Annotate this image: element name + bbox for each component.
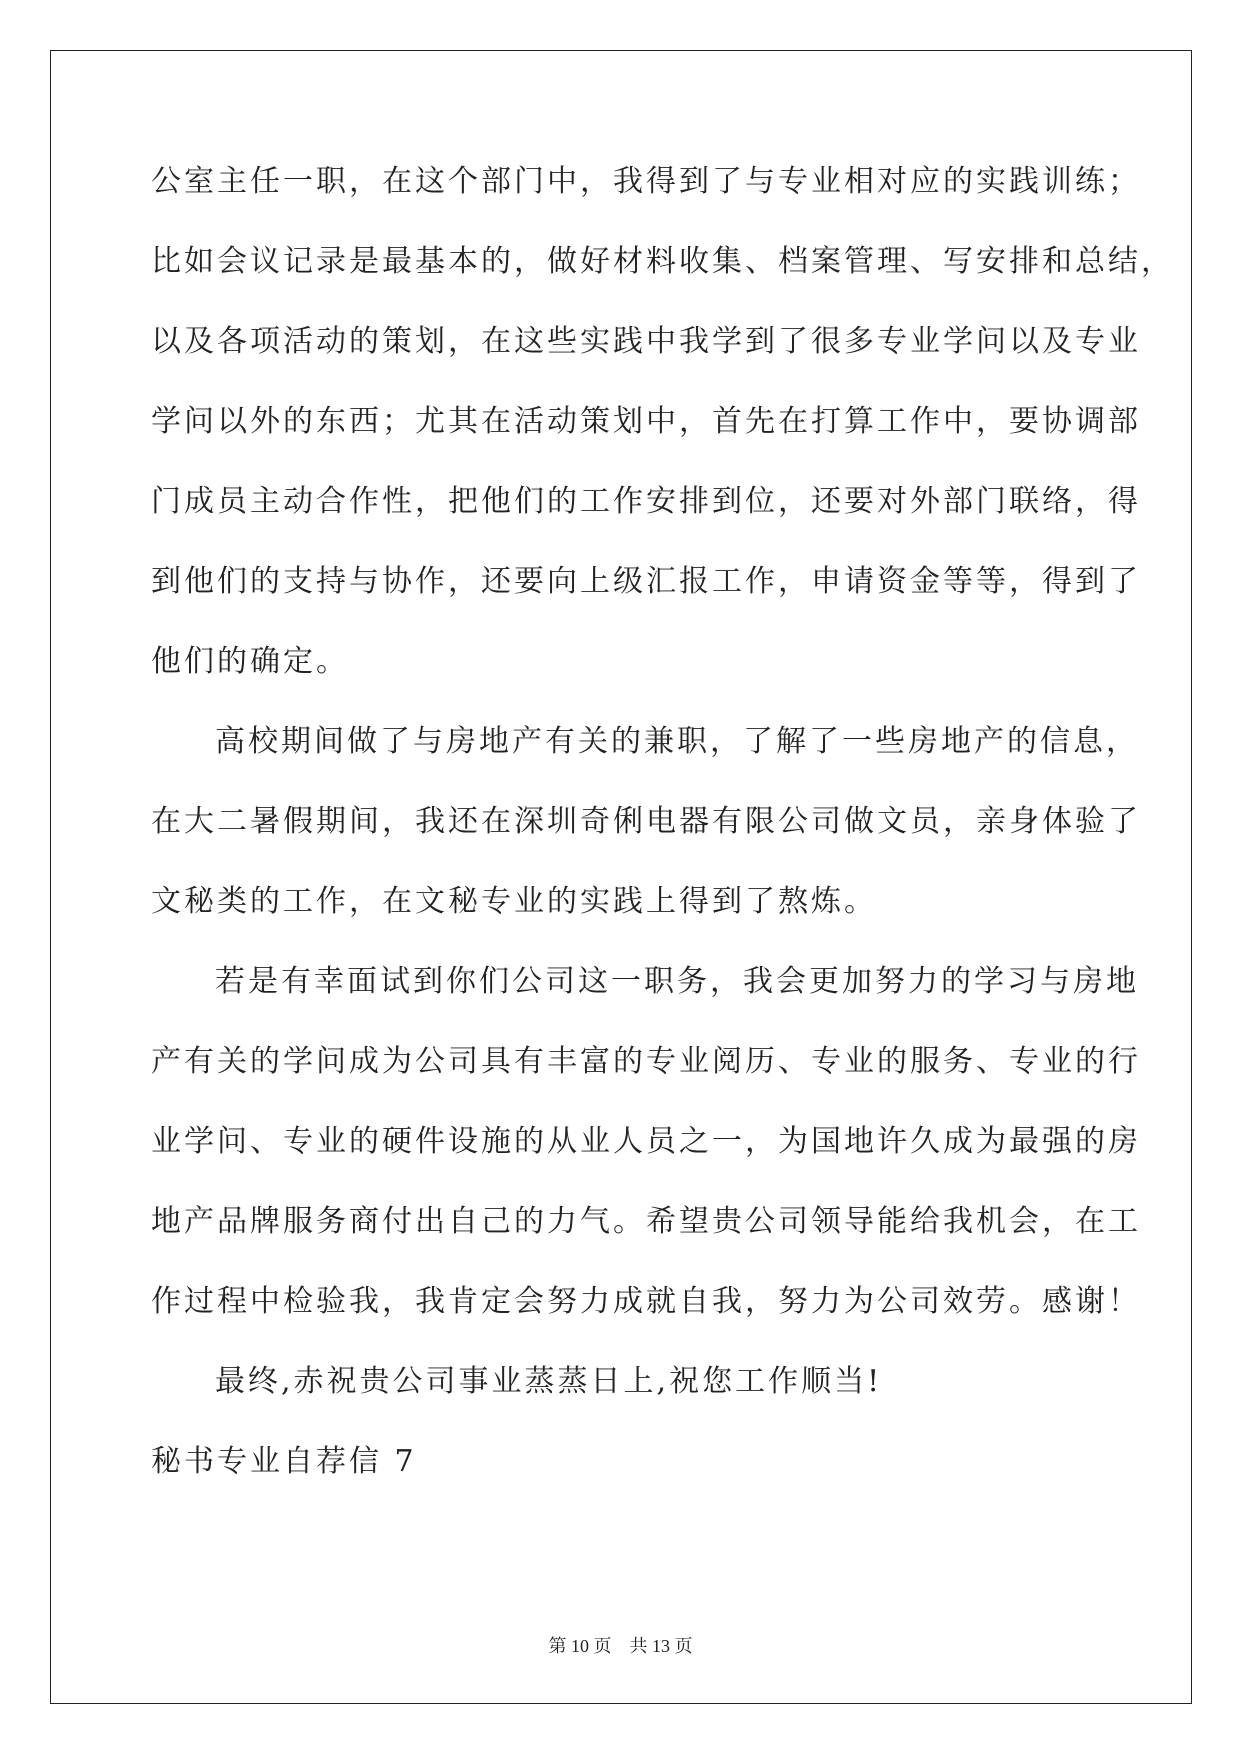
text-line: 比如会议记录是最基本的，做好材料收集、档案管理、写安排和总结， [151,244,1174,279]
page-number-footer: 第 10 页 共 13 页 [548,1636,693,1656]
text-line: 文秘类的工作，在文秘专业的实践上得到了熬炼。 [151,884,877,919]
text-line: 他们的确定。 [151,644,349,679]
paragraph-start-line: 高校期间做了与房地产有关的兼职，了解了一些房地产的信息， [215,724,1139,759]
text-line: 业学问、专业的硬件设施的从业人员之一，为国地许久成为最强的房 [151,1124,1141,1159]
text-line: 公室主任一职，在这个部门中，我得到了与专业相对应的实践训练； [151,164,1141,199]
text-line: 产有关的学问成为公司具有丰富的专业阅历、专业的服务、专业的行 [151,1044,1141,1079]
text-line: 在大二暑假期间，我还在深圳奇俐电器有限公司做文员，亲身体验了 [151,804,1141,839]
text-line: 地产品牌服务商付出自己的力气。希望贵公司领导能给我机会，在工 [151,1204,1141,1239]
text-line: 门成员主动合作性，把他们的工作安排到位，还要对外部门联络，得 [151,484,1141,519]
text-line: 作过程中检验我，我肯定会努力成就自我，努力为公司效劳。感谢！ [151,1284,1141,1319]
section-heading: 秘书专业自荐信 7 [151,1444,417,1479]
paragraph-start-line: 若是有幸面试到你们公司这一职务，我会更加努力的学习与房地 [215,964,1139,999]
document-body [151,162,1174,1522]
text-line: 学问以外的东西；尤其在活动策划中，首先在打算工作中，要协调部 [151,404,1141,439]
text-line: 到他们的支持与协作，还要向上级汇报工作，申请资金等等，得到了 [151,564,1141,599]
closing-line: 最终,赤祝贵公司事业蒸蒸日上,祝您工作顺当! [215,1364,883,1399]
text-line: 以及各项活动的策划，在这些实践中我学到了很多专业学问以及专业 [151,324,1141,359]
